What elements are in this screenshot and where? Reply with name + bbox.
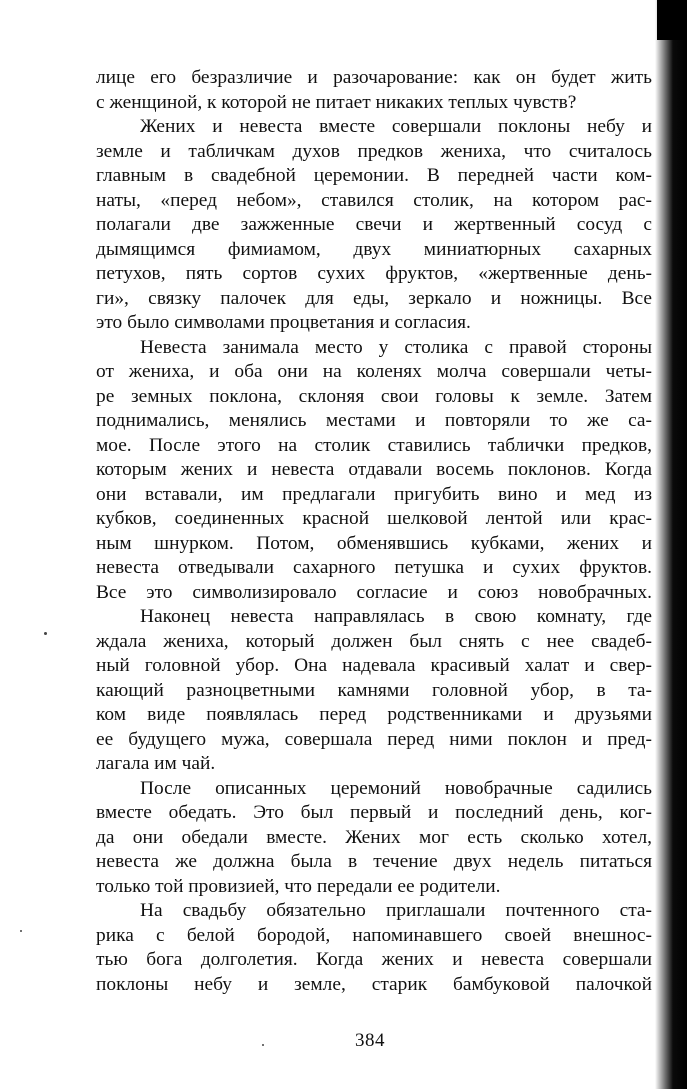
text-line: от жениха, и оба они на коленях молча совершали четы- (96, 361, 652, 382)
text-line: тью бога долголетия. Когда жених и невеста совершали (96, 949, 652, 970)
text-line: рика с белой бородой, напоминавшего своей внешнос- (96, 924, 652, 946)
text-line: лице его безразличие и разочарование: как он будет жить (96, 67, 652, 88)
page-edge-shadow (655, 0, 687, 1089)
text-line: ги», связку палочек для еды, зеркало и ножницы. Все (96, 287, 652, 309)
text-line: ный головной убор. Она надевала красивый халат и свер- (96, 655, 652, 676)
page-edge-shadow-top (657, 0, 687, 40)
text-line: Жених и невеста вместе совершали поклоны небу и (140, 116, 652, 137)
paragraph (96, 899, 652, 997)
paragraph (96, 115, 652, 336)
text-line: поднимались, менялись местами и повторяли то же са- (96, 410, 652, 431)
text-line: ным шнурком. Потом, обменявшись кубками, жених и (96, 532, 652, 554)
text-line: После описанных церемоний новобрачные садились (140, 777, 652, 799)
text-line: полагали две зажженные свечи и жертвенный сосуд с (96, 214, 652, 235)
paragraph (96, 605, 652, 777)
page-number: 384 (355, 1030, 385, 1051)
scan-speck (44, 632, 47, 635)
text-line: невеста же должна была в течение двух недель питаться (96, 851, 652, 872)
paragraph (96, 336, 652, 606)
text-line: мое. После этого на столик ставились таблички предков, (96, 434, 652, 456)
paragraph (96, 66, 652, 115)
text-line: да они обедали вместе. Жених мог есть сколько хотел, (96, 826, 652, 848)
text-line: Все это символизировало согласие и союз новобрачных. (96, 581, 652, 603)
text-line: только той провизией, что передали ее родители. (96, 875, 501, 897)
paragraph (96, 777, 652, 900)
text-line: невеста отведывали сахарного петушка и сухих фруктов. (96, 557, 652, 578)
text-line: наты, «перед небом», ставился столик, на котором рас- (96, 189, 652, 211)
text-line: лагала им чай. (96, 753, 216, 774)
text-line: На свадьбу обязательно приглашали почтенного ста- (140, 900, 652, 921)
text-line: Наконец невеста направлялась в свою комнату, где (140, 606, 652, 627)
text-line: ждала жениха, который должен был снять с нее свадеб- (96, 630, 652, 652)
text-line: вместе обедать. Это был первый и последний день, ког- (96, 802, 652, 823)
text-line: которым жених и невеста отдавали восемь поклонов. Когда (96, 459, 652, 480)
text-line: это было символами процветания и согласия. (96, 312, 471, 333)
text-line: ее будущего мужа, совершала перед ними поклон и пред- (96, 728, 652, 750)
body-text (96, 66, 652, 997)
text-line: главным в свадебной церемонии. В передней части ком- (96, 165, 652, 186)
text-line: ком виде появлялась перед родственниками и друзьями (96, 704, 652, 725)
text-line: Невеста занимала место у столика с правой стороны (140, 336, 652, 358)
text-line: кубков, соединенных красной шелковой лентой или крас- (96, 508, 652, 529)
scan-speck (262, 1044, 264, 1046)
text-line: кающий разноцветными камнями головной убор, в та- (96, 679, 652, 701)
text-line: они вставали, им предлагали пригубить вино и мед из (96, 483, 652, 505)
text-line: петухов, пять сортов сухих фруктов, «жертвенные день- (96, 263, 652, 284)
text-line: с женщиной, к которой не питает никаких теплых чувств? (96, 91, 577, 113)
text-line: земле и табличкам духов предков жениха, что считалось (96, 140, 652, 162)
text-line: ре земных поклона, склоняя свои головы к земле. Затем (96, 385, 652, 407)
text-line: поклоны небу и земле, старик бамбуковой палочкой (96, 973, 652, 995)
scan-speck (20, 930, 22, 932)
text-line: дымящимся фимиамом, двух миниатюрных сахарных (96, 238, 652, 260)
